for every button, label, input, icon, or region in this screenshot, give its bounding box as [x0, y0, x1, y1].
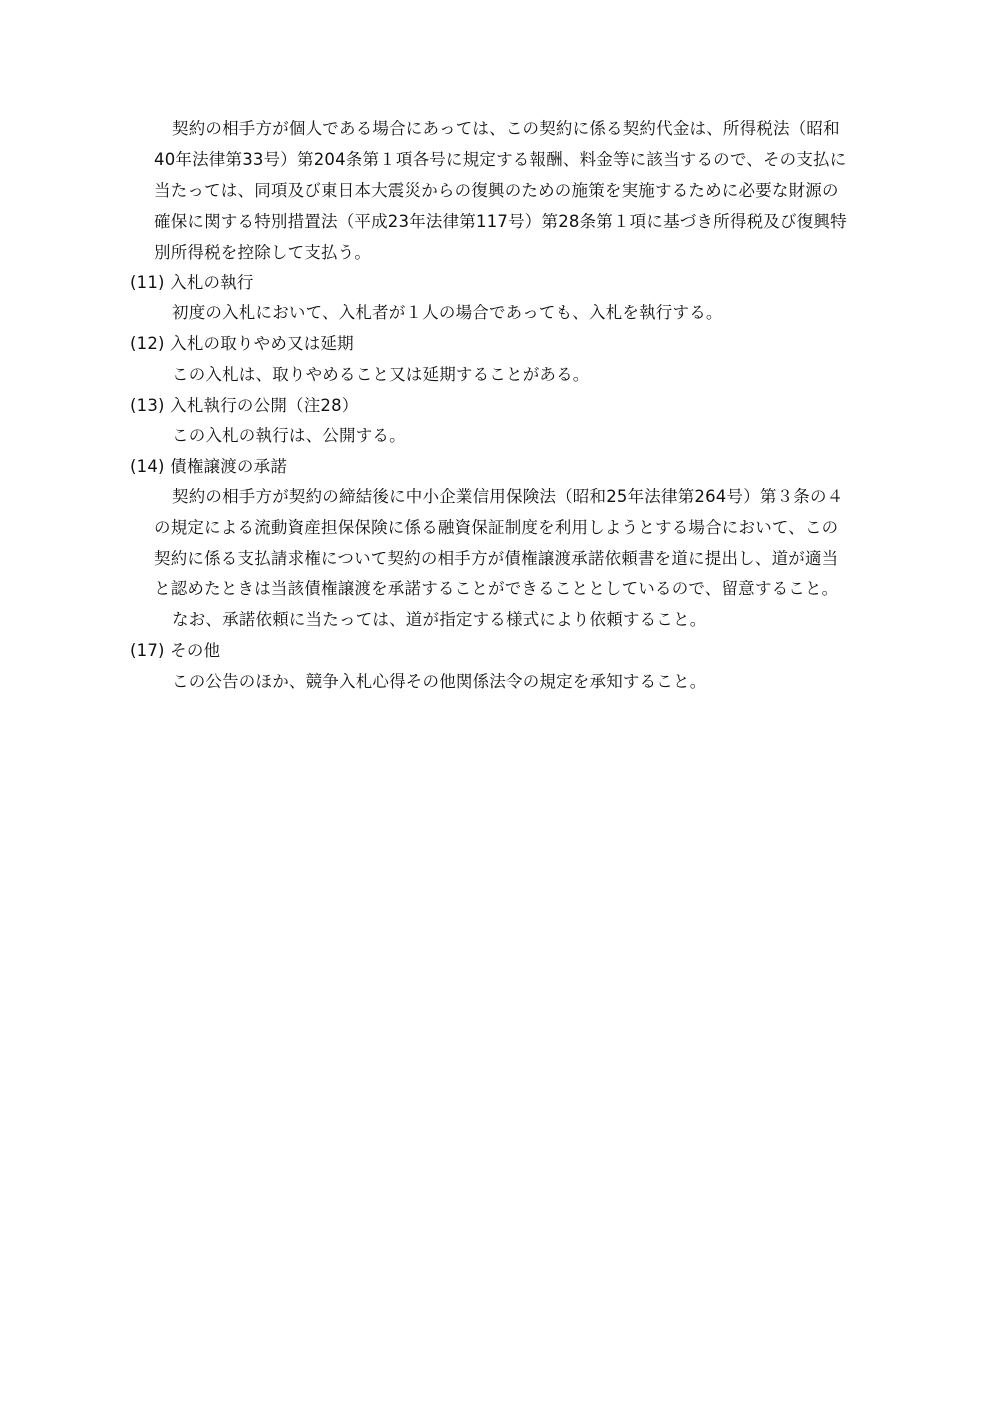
- section-heading-11: (11) 入札の執行: [130, 273, 254, 292]
- section-heading-17: (17) その他: [130, 641, 221, 660]
- section-body-14-line: なお、承諾依頼に当たっては、道が指定する様式により依頼すること。: [172, 610, 707, 629]
- section-body-11: 初度の入札において、入札者が１人の場合であっても、入札を執行する。: [172, 303, 723, 322]
- paragraph-line: 40年法律第33号）第204条第１項各号に規定する報酬、料金等に該当するので、その支払に: [154, 150, 847, 169]
- section-heading-14: (14) 債権譲渡の承諾: [130, 457, 288, 476]
- section-body-17: この公告のほか、競争入札心得その他関係法令の規定を承知すること。: [172, 672, 707, 691]
- paragraph-line: 別所得税を控除して支払う。: [154, 243, 372, 262]
- section-body-14-line: 契約の相手方が契約の締結後に中小企業信用保険法（昭和25年法律第264号）第３条の４: [172, 487, 844, 506]
- paragraph-line: 確保に関する特別措置法（平成23年法律第117号）第28条第１項に基づき所得税及び復興特: [154, 212, 847, 231]
- section-heading-12: (12) 入札の取りやめ又は延期: [130, 334, 354, 353]
- section-heading-13: (13) 入札執行の公開（注28）: [130, 396, 359, 415]
- section-body-14-line: 契約に係る支払請求権について契約の相手方が債権譲渡承諾依頼書を道に提出し、道が適当: [154, 549, 839, 568]
- paragraph-line: 契約の相手方が個人である場合にあっては、この契約に係る契約代金は、所得税法（昭和: [172, 119, 840, 138]
- section-body-13: この入札の執行は、公開する。: [172, 426, 406, 445]
- section-body-12: この入札は、取りやめること又は延期することがある。: [172, 365, 590, 384]
- section-body-14-line: と認めたときは当該債権譲渡を承諾することができることとしているので、留意すること。: [154, 579, 839, 598]
- section-body-14-line: の規定による流動資産担保保険に係る融資保証制度を利用しようとする場合において、この: [154, 518, 839, 537]
- paragraph-line: 当たっては、同項及び東日本大震災からの復興のための施策を実施するために必要な財源の: [154, 181, 839, 200]
